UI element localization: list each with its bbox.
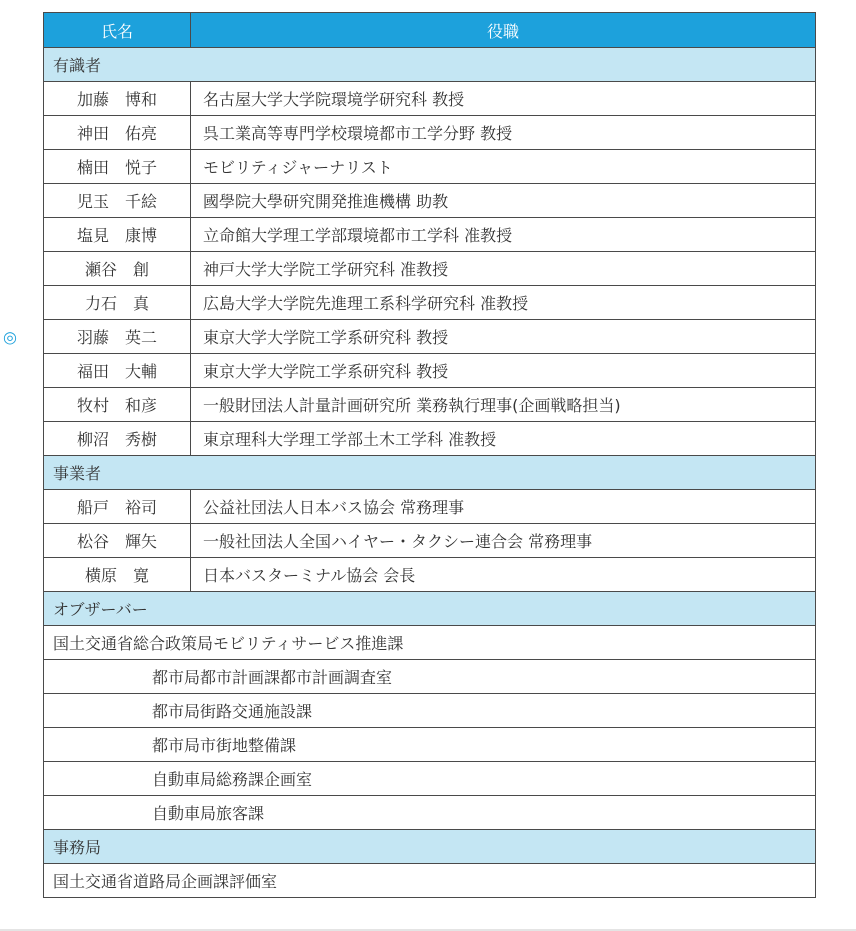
observer-sub: 都市局都市計画課都市計画調査室 xyxy=(44,660,816,694)
member-role: 一般財団法人計量計画研究所 業務執行理事(企画戦略担当) xyxy=(191,388,816,422)
member-role: 名古屋大学大学院環境学研究科 教授 xyxy=(191,82,816,116)
member-name: 塩見 康博 xyxy=(76,226,157,245)
member-name: 船戸 裕司 xyxy=(76,498,157,517)
header-role: 役職 xyxy=(191,13,816,48)
member-name: 柳沼 秀樹 xyxy=(76,430,157,449)
table-row xyxy=(44,388,816,422)
observer-row xyxy=(44,796,816,830)
chair-mark-icon: ◎ xyxy=(3,327,17,346)
observer-sub: 自動車局総務課企画室 xyxy=(44,762,816,796)
table-row xyxy=(44,82,816,116)
observer-sub: 自動車局旅客課 xyxy=(44,796,816,830)
table-row xyxy=(44,116,816,150)
member-role: モビリティジャーナリスト xyxy=(191,150,816,184)
member-name: 牧村 和彦 xyxy=(76,396,157,415)
observer-row xyxy=(44,660,816,694)
table-row xyxy=(44,218,816,252)
observer-sub: 都市局街路交通施設課 xyxy=(44,694,816,728)
observer-row xyxy=(44,694,816,728)
member-name: 羽藤 英二 xyxy=(76,328,157,347)
category-experts xyxy=(44,48,816,82)
member-name: 加藤 博和 xyxy=(76,90,157,109)
observer-row xyxy=(44,728,816,762)
category-operators xyxy=(44,456,816,490)
category-secretariat xyxy=(44,830,816,864)
member-role: 立命館大学理工学部環境都市工学科 准教授 xyxy=(191,218,816,252)
table-row xyxy=(44,252,816,286)
member-role: 公益社団法人日本バス協会 常務理事 xyxy=(191,490,816,524)
member-role: 東京大学大学院工学系研究科 教授 xyxy=(191,320,816,354)
header-row xyxy=(44,13,816,48)
secretariat-row xyxy=(44,864,816,898)
member-role: 神戸大学大学院工学研究科 准教授 xyxy=(191,252,816,286)
category-title: 事業者 xyxy=(44,456,816,490)
header-name: 氏名 xyxy=(44,13,191,48)
member-name: 横原 寛 xyxy=(84,566,149,585)
member-name: 瀬谷 創 xyxy=(84,260,149,279)
observer-row xyxy=(44,762,816,796)
member-role: 東京大学大学院工学系研究科 教授 xyxy=(191,354,816,388)
observer-row xyxy=(44,626,816,660)
table-row-chair xyxy=(44,320,816,354)
table-row xyxy=(44,150,816,184)
member-name: 松谷 輝矢 xyxy=(76,532,157,551)
table-row xyxy=(44,184,816,218)
member-role: 日本バスターミナル協会 会長 xyxy=(191,558,816,592)
category-title: オブザーバー xyxy=(44,592,816,626)
category-observers xyxy=(44,592,816,626)
category-title: 事務局 xyxy=(44,830,816,864)
member-role: 一般社団法人全国ハイヤー・タクシー連合会 常務理事 xyxy=(191,524,816,558)
member-role: 國學院大學研究開発推進機構 助教 xyxy=(191,184,816,218)
table-row xyxy=(44,286,816,320)
member-name: 福田 大輔 xyxy=(76,362,157,381)
observer-main: 国土交通省総合政策局モビリティサービス推進課 xyxy=(44,626,816,660)
member-role: 広島大学大学院先進理工系科学研究科 准教授 xyxy=(191,286,816,320)
table-row xyxy=(44,524,816,558)
category-title: 有識者 xyxy=(44,48,816,82)
member-table xyxy=(3,12,816,898)
member-role: 東京理科大学理工学部土木工学科 准教授 xyxy=(191,422,816,456)
secretariat-main: 国土交通省道路局企画課評価室 xyxy=(44,864,816,898)
table-row xyxy=(44,422,816,456)
table-row xyxy=(44,490,816,524)
member-name: 力石 真 xyxy=(84,294,149,313)
member-role: 呉工業高等専門学校環境都市工学分野 教授 xyxy=(191,116,816,150)
table-row xyxy=(44,558,816,592)
member-name: 楠田 悦子 xyxy=(76,158,157,177)
table-row xyxy=(44,354,816,388)
member-name: 児玉 千絵 xyxy=(76,192,157,211)
observer-sub: 都市局市街地整備課 xyxy=(44,728,816,762)
member-name: 神田 佑亮 xyxy=(76,124,157,143)
